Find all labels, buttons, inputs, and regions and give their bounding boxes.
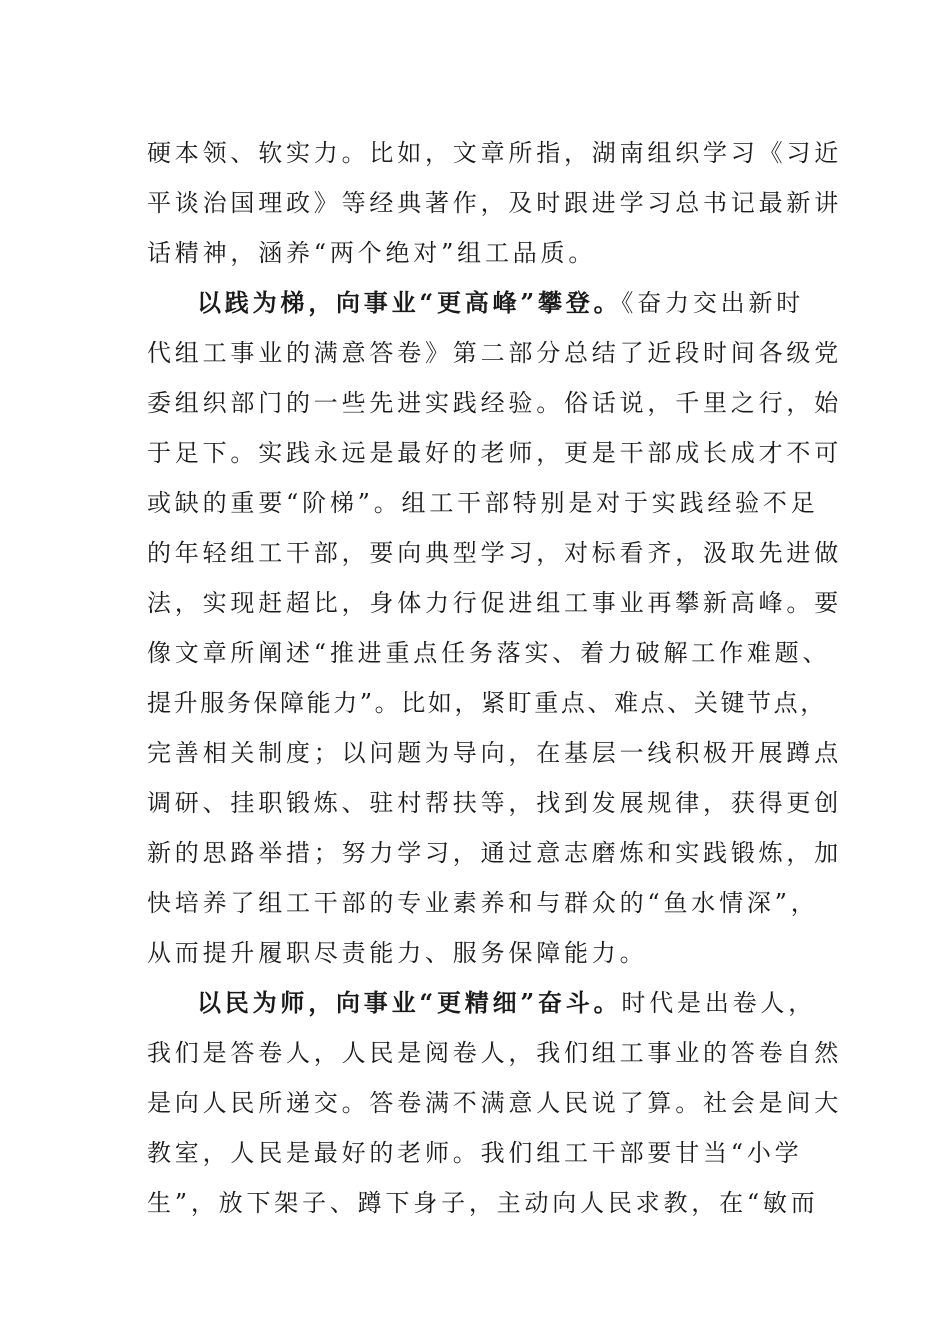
paragraph-line: 像文章所阐述“推进重点任务落实、着力破解工作难题、: [147, 639, 831, 667]
paragraph-line: 新的思路举措；努力学习，通过意志磨炼和实践锻炼，加: [147, 839, 842, 867]
paragraph-line: 教室，人民是最好的老师。我们组工干部要甘当“小学: [147, 1139, 803, 1167]
paragraph-first-line: [147, 278, 807, 328]
paragraph-line: 或缺的重要“阶梯”。组工干部特别是对于实践经验不足: [147, 489, 819, 517]
paragraph-line: 我们是答卷人，人民是阅卷人，我们组工事业的答卷自然: [147, 1039, 842, 1067]
paragraph-3: [147, 978, 842, 1228]
paragraph-text: 《奋力交出新时: [621, 289, 805, 317]
paragraph-line: 提升服务保障能力”。比如，紧盯重点、难点、关键节点，: [147, 689, 827, 717]
paragraph-line: 是向人民所递交。答卷满不满意人民说了算。社会是间大: [147, 1089, 842, 1117]
paragraph-line: 委组织部门的一些先进实践经验。俗话说，千里之行，始: [147, 389, 842, 417]
paragraph-line: 平谈治国理政》等经典著作，及时跟进学习总书记最新讲: [147, 189, 842, 217]
paragraph-line: 从而提升履职尽责能力、服务保障能力。: [147, 939, 648, 967]
paragraph-line: 法，实现赶超比，身体力行促进组工事业再攀新高峰。要: [147, 589, 842, 617]
paragraph-line: 硬本领、软实力。比如，文章所指，湖南组织学习《习近: [147, 139, 842, 167]
paragraph-line: 的年轻组工干部，要向典型学习，对标看齐，汲取先进做: [147, 539, 842, 567]
paragraph-2: [147, 278, 842, 978]
paragraph-heading: 以民为师，向事业“更精细”奋斗。: [197, 988, 622, 1017]
paragraph-line: 生”，放下架子、蹲下身子，主动向人民求教，在“敏而: [147, 1189, 819, 1217]
paragraph-heading: 以践为梯，向事业“更高峰”攀登。: [197, 288, 622, 317]
paragraph-line: 快培养了组工干部的专业素养和与群众的“鱼水情深”，: [147, 889, 819, 917]
paragraph-first-line: [147, 978, 817, 1028]
paragraph-line: 代组工事业的满意答卷》第二部分总结了近段时间各级党: [147, 339, 842, 367]
paragraph-text: 时代是出卷人，: [621, 989, 817, 1017]
paragraph-line: 于足下。实践永远是最好的老师，更是干部成长成才不可: [147, 439, 842, 467]
paragraph-line: 完善相关制度；以问题为导向，在基层一线积极开展蹲点: [147, 739, 842, 767]
paragraph-line: 话精神，涵养“两个绝对”组工品质。: [147, 239, 597, 267]
paragraph-1: [147, 128, 842, 278]
document-page: [147, 128, 842, 1228]
paragraph-line: 调研、挂职锻炼、驻村帮扶等，找到发展规律，获得更创: [147, 789, 842, 817]
